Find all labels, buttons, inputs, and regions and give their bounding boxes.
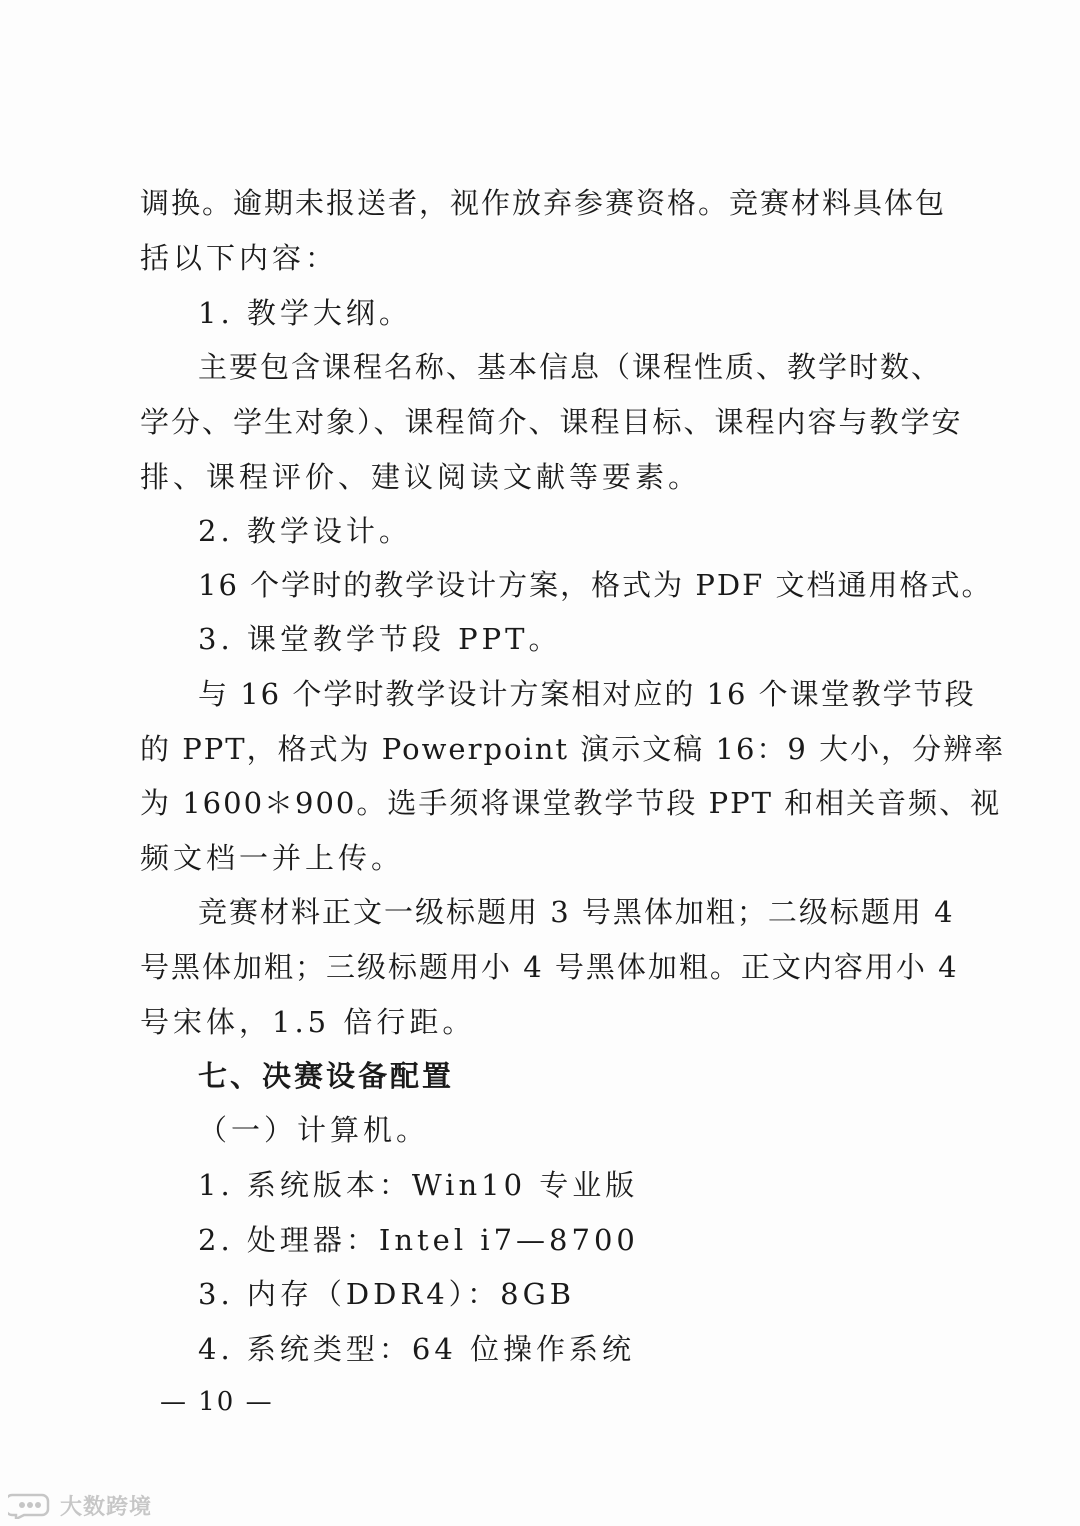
subsection-heading: （一）计算机。 <box>198 1113 430 1147</box>
watermark-text: 大数跨境 <box>60 1494 153 1520</box>
paragraph-line: 为 1600＊900。选手须将课堂教学节段 PPT 和相关音频、视 <box>140 786 1002 820</box>
paragraph-line: 调换。逾期未报送者，视作放弃参赛资格。竞赛材料具体包 <box>140 186 947 220</box>
page-number: — 10 — <box>160 1387 274 1417</box>
list-item-heading: 2. 教学设计。 <box>198 514 412 548</box>
paragraph-line: 竞赛材料正文一级标题用 3 号黑体加粗；二级标题用 4 <box>198 895 955 929</box>
paragraph-line: 频文档一并上传。 <box>140 841 405 875</box>
paragraph-line: 号宋体，1.5 倍行距。 <box>140 1005 476 1039</box>
spec-item: 3. 内存（DDR4）：8GB <box>198 1277 576 1311</box>
watermark <box>8 1490 152 1520</box>
speech-bubble-logo-icon <box>8 1491 54 1519</box>
spec-item: 2. 处理器：Intel i7—8700 <box>198 1223 639 1257</box>
paragraph-line: 括以下内容： <box>140 241 339 275</box>
paragraph-line: 学分、学生对象）、课程简介、课程目标、课程内容与教学安 <box>140 405 963 439</box>
spec-item: 4. 系统类型：64 位操作系统 <box>198 1332 636 1366</box>
paragraph-line: 与 16 个学时教学设计方案相对应的 16 个课堂教学节段 <box>198 677 976 711</box>
paragraph-line: 号黑体加粗；三级标题用小 4 号黑体加粗。正文内容用小 4 <box>140 950 959 984</box>
paragraph-line: 16 个学时的教学设计方案，格式为 PDF 文档通用格式。 <box>198 568 993 602</box>
list-item-heading: 1. 教学大纲。 <box>198 296 412 330</box>
paragraph-line: 主要包含课程名称、基本信息（课程性质、教学时数、 <box>198 350 943 384</box>
list-item-heading: 3. 课堂教学节段 PPT。 <box>198 622 562 656</box>
section-heading: 七、决赛设备配置 <box>198 1059 455 1093</box>
paragraph-line: 排、课程评价、建议阅读文献等要素。 <box>140 460 702 494</box>
paragraph-line: 的 PPT，格式为 Powerpoint 演示文稿 16：9 大小，分辨率 <box>140 732 1006 766</box>
spec-item: 1. 系统版本：Win10 专业版 <box>198 1168 639 1202</box>
